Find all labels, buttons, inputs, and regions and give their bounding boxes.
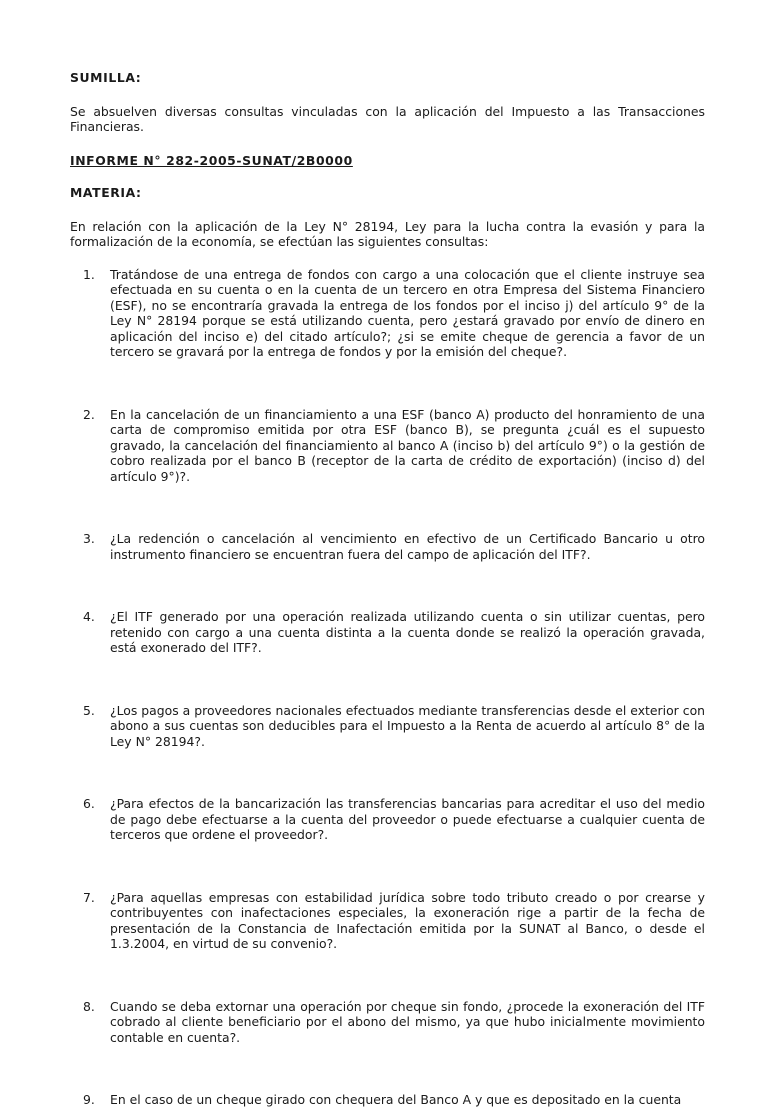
question-number: 1. (83, 266, 95, 282)
question-text: En la cancelación de un financiamiento a una ESF (banco A) producto del honramiento de una carta de compromiso emitida por otra ESF (banco B), se pregunta ¿cuál es el supuesto gravado, la cancelación del financiamiento al banco A (inciso b) del artículo 9°) o la gestión de cobro realizada por el banco B (receptor de la carta de crédito de exportación) (inciso d) del artículo 9°)?. (110, 406, 705, 484)
materia-heading: MATERIA: (70, 185, 142, 200)
question-item (70, 407, 705, 485)
sumilla-text: Se absuelven diversas consultas vinculadas con la aplicación del Impuesto a las Transacciones Financieras. (70, 103, 705, 134)
question-item (70, 703, 705, 750)
question-text: Cuando se deba extornar una operación por cheque sin fondo, ¿procede la exoneración del ITF cobrado al cliente beneficiario por el abono del mismo, ya que hubo inicialmente movimiento contable en cuenta?. (110, 998, 705, 1045)
question-item (70, 796, 705, 843)
informe-title: INFORME N° 282-2005-SUNAT/2B0000 (70, 152, 353, 168)
question-number: 8. (83, 998, 95, 1014)
question-item (70, 267, 705, 360)
question-text: ¿Para efectos de la bancarización las transferencias bancarias para acreditar el uso del medio de pago debe efectuarse a la cuenta del proveedor o puede efectuarse a cualquier cuenta de terceros que ordene el proveedor?. (110, 796, 705, 842)
question-number: 7. (83, 889, 95, 905)
question-item (70, 609, 705, 656)
question-number: 2. (83, 406, 95, 422)
question-item (70, 890, 705, 952)
question-item (70, 1092, 705, 1108)
materia-intro: En relación con la aplicación de la Ley N° 28194, Ley para la lucha contra la evasión y para la formalización de la economía, se efectúan las siguientes consultas: (70, 218, 705, 249)
question-text: Tratándose de una entrega de fondos con cargo a una colocación que el cliente instruye sea efectuada en su cuenta o en la cuenta de un tercero en otra Empresa del Sistema Financiero (ESF), no se encontraría gravada la entrega de los fondos por el inciso j) del artículo 9° de la Ley N° 28194 porque se está utilizando cuenta, pero ¿estará gravado por envío de dinero en aplicación del inciso e) del citado artículo?; ¿si se emite cheque de gerencia a favor de un tercero se gravará por la entrega de fondos y por la emisión del cheque?. (110, 266, 705, 359)
question-number: 9. (83, 1092, 95, 1107)
question-item (70, 999, 705, 1046)
question-text: En el caso de un cheque girado con chequera del Banco A y que es depositado en la cuenta (110, 1092, 682, 1107)
question-item (70, 531, 705, 562)
question-text: ¿Los pagos a proveedores nacionales efectuados mediante transferencias desde el exterior con abono a sus cuentas son deducibles para el Impuesto a la Renta de acuerdo al artículo 8° de la Ley N° 28194?. (110, 702, 705, 749)
question-text: ¿El ITF generado por una operación realizada utilizando cuenta o sin utilizar cuentas, pero retenido con cargo a una cuenta distinta a la cuenta donde se realizó la operación gravada, está exonerado del ITF?. (110, 609, 705, 655)
sumilla-heading: SUMILLA: (70, 70, 142, 85)
document-page (70, 62, 705, 1108)
question-number: 6. (83, 796, 95, 811)
questions-list (70, 267, 705, 1108)
question-text: ¿La redención o cancelación al vencimiento en efectivo de un Certificado Bancario u otro instrumento financiero se encuentran fuera del campo de aplicación del ITF?. (110, 531, 705, 562)
question-number: 3. (83, 531, 95, 546)
question-number: 5. (83, 702, 95, 718)
question-text: ¿Para aquellas empresas con estabilidad jurídica sobre todo tributo creado o por crearse y contribuyentes con inafectaciones especiales, la exoneración rige a partir de la fecha de presentación de la Constancia de Inafectación emitida por la SUNAT al Banco, o desde el 1.3.2004, en virtud de su convenio?. (110, 889, 705, 951)
question-number: 4. (83, 609, 95, 624)
